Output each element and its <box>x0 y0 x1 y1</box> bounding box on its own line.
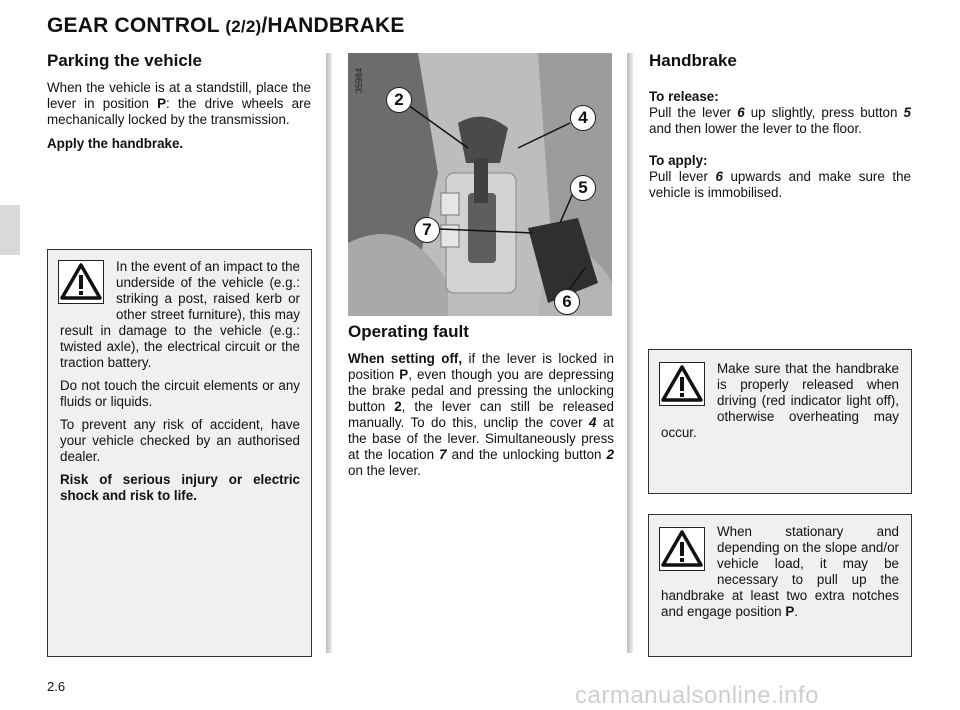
parking-apply-text: Apply the handbrake. <box>47 136 184 151</box>
column-separator-right <box>627 53 633 653</box>
chapter-tab <box>0 205 20 255</box>
stationary-warning-box <box>648 514 912 657</box>
apply-text: Pull lever 6 upwards and make sure the vehicle is immobilised. <box>649 169 912 200</box>
operating-fault-heading: Operating fault <box>348 322 469 341</box>
column-separator-left <box>326 53 332 653</box>
impact-warning-touch: Do not touch the circuit elements or any fluids or liquids. <box>60 378 300 409</box>
handbrake-heading: Handbrake <box>649 51 737 70</box>
parking-text: When the vehicle is at a standstill, place the lever in position P: the drive wheels are mechanically locked by the transmission. <box>47 80 311 127</box>
operating-fault-section <box>348 322 614 479</box>
impact-warning-box <box>47 249 312 657</box>
impact-warning-text: In the event of an impact to the underside of the vehicle (e.g.: striking a post, raised kerb or other street furniture), this may result in damage to the vehicle (e.g.: twisted axle), the electrical circuit or the traction battery. <box>60 259 300 370</box>
callout-5: 5 <box>570 175 596 201</box>
stationary-warning-text: When stationary and depending on the slope and/or vehicle load, it may be necessary to pull up the handbrake at least two extra notches and engage position P. <box>661 524 899 619</box>
photo-reference: 35984 <box>354 67 364 93</box>
page-title: GEAR CONTROL (2/2)/HANDBRAKE <box>47 14 405 37</box>
handbrake-release-warning-text: Make sure that the handbrake is properly released when driving (red indicator light off), otherwise overheating may occur. <box>661 361 899 440</box>
page-number: 2.6 <box>47 679 66 694</box>
handbrake-release-warning-box <box>648 349 912 494</box>
callout-4: 4 <box>570 105 596 131</box>
handbrake-section <box>649 51 911 201</box>
parking-heading: Parking the vehicle <box>47 51 202 70</box>
parking-section <box>47 51 311 152</box>
impact-warning-risk: Risk of serious injury or electric shock and risk to life. <box>60 472 300 503</box>
callout-7: 7 <box>414 217 440 243</box>
callout-6: 6 <box>554 289 580 315</box>
gear-lever-photo <box>348 53 612 316</box>
release-label: To release: <box>649 89 719 104</box>
release-text: Pull the lever 6 up slightly, press button 5 and then lower the lever to the floor. <box>649 105 911 136</box>
apply-label: To apply: <box>649 153 708 168</box>
operating-fault-text: When setting off, if the lever is locked in position P, even though you are depressing the brake pedal and pressing the unlocking button 2, the lever can still be released manually. To do this, unclip the cover 4 at the base of the lever. Simultaneously press at the location 7 and the unlocking button 2 on the lever. <box>348 351 615 478</box>
callout-2: 2 <box>386 87 412 113</box>
impact-warning-dealer: To prevent any risk of accident, have your vehicle checked by an authorised dealer. <box>60 417 300 464</box>
watermark: carmanualsonline.info <box>575 682 819 709</box>
